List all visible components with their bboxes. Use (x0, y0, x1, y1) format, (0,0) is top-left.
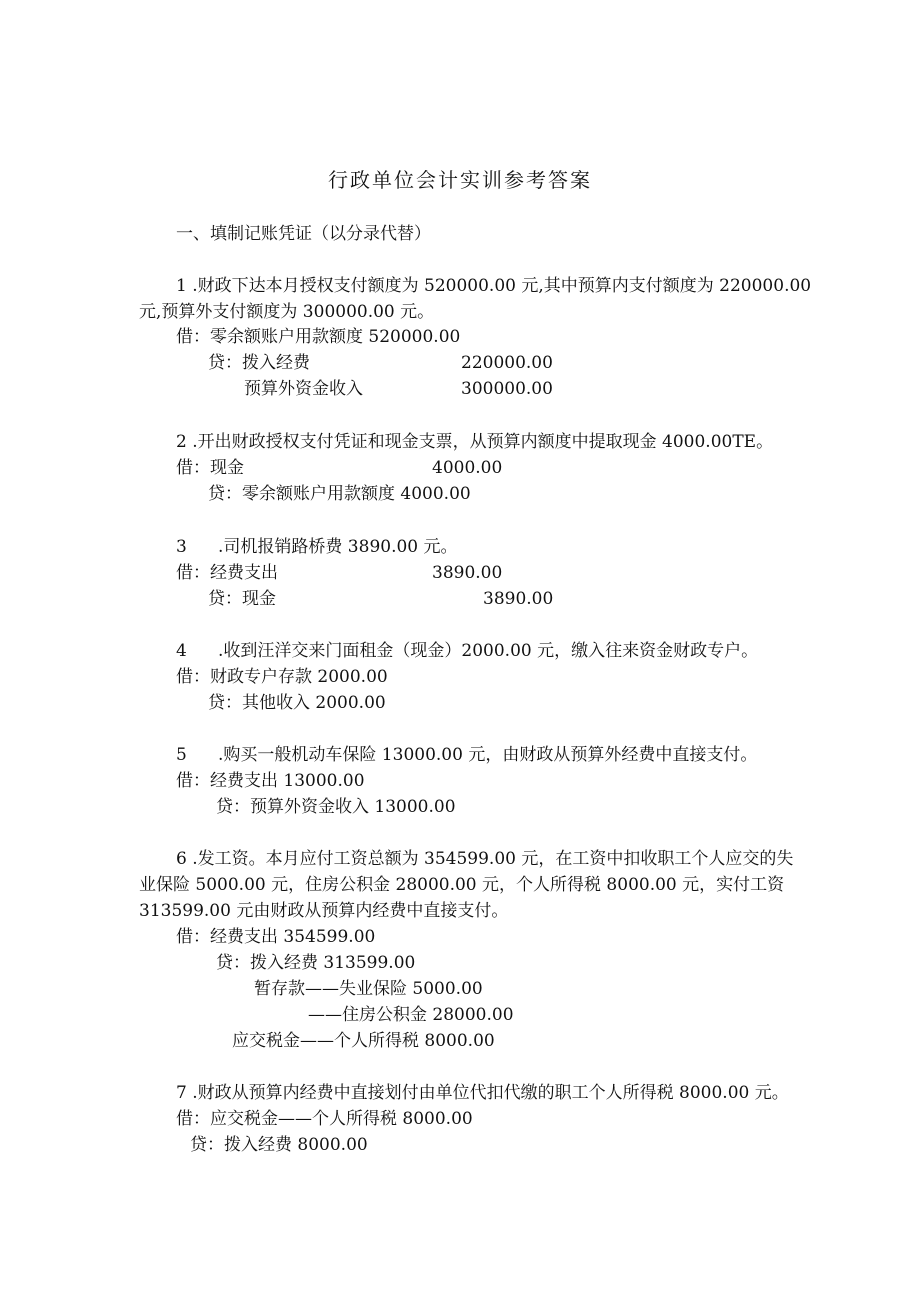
entry-3-credit-amount: 3890.00 (483, 589, 554, 609)
entry-1-credit-amount-1: 220000.00 (461, 353, 553, 373)
entry-3-debit-label: 借：经费支出 (176, 563, 278, 583)
entry-5-desc: .购买一般机动车保险 13000.00 元，由财政从预算外经费中直接支付。 (218, 745, 758, 765)
entry-7-desc: 7 .财政从预算内经费中直接划付由单位代扣代缴的职工个人所得税 8000.00 元。 (176, 1083, 789, 1103)
entry-6-credit-3: ——住房公积金 28000.00 (308, 1005, 514, 1025)
entry-2-debit-label: 借：现金 (176, 458, 244, 478)
entry-5-number: 5 (176, 745, 187, 765)
entry-4-number: 4 (176, 641, 187, 661)
entry-4-credit: 贷：其他收入 2000.00 (208, 693, 386, 713)
entry-5-credit: 贷：预算外资金收入 13000.00 (216, 797, 456, 817)
entry-4-desc: .收到汪洋交来门面租金（现金）2000.00 元，缴入往来资金财政专户。 (218, 641, 759, 661)
entry-1-credit-amount-2: 300000.00 (461, 379, 553, 399)
entry-1-debit: 借：零余额账户用款额度 520000.00 (176, 327, 461, 347)
entry-6-debit: 借：经费支出 354599.00 (176, 927, 376, 947)
entry-2-debit-amount: 4000.00 (432, 458, 503, 478)
entry-1-credit-label-2: 预算外资金收入 (244, 379, 363, 399)
entry-1-desc-line-1: 1 .财政下达本月授权支付额度为 520000.00 元,其中预算内支付额度为 220000.00 (176, 276, 812, 296)
entry-7-credit: 贷：拨入经费 8000.00 (190, 1135, 368, 1155)
entry-2-desc: 2 .开出财政授权支付凭证和现金支票，从预算内额度中提取现金 4000.00TE。 (176, 432, 774, 452)
entry-3-desc: .司机报销路桥费 3890.00 元。 (218, 537, 458, 557)
section-heading: 一、填制记账凭证（以分录代替） (176, 224, 431, 244)
entry-1-desc-line-2: 元,预算外支付额度为 300000.00 元。 (139, 302, 435, 322)
entry-7-debit: 借：应交税金——个人所得税 8000.00 (176, 1109, 473, 1129)
entry-4-debit: 借：财政专户存款 2000.00 (176, 667, 388, 687)
entry-1-credit-label-1: 贷：拨入经费 (208, 353, 310, 373)
entry-6-desc-line-1: 6 .发工资。本月应付工资总额为 354599.00 元，在工资中扣收职工个人应交的失 (176, 849, 794, 869)
entry-3-number: 3 (176, 537, 187, 557)
entry-2-credit: 贷：零余额账户用款额度 4000.00 (208, 484, 471, 504)
entry-3-credit-label: 贷：现金 (208, 589, 276, 609)
entry-6-credit-2: 暂存款——失业保险 5000.00 (254, 979, 483, 999)
entry-6-desc-line-3: 313599.00 元由财政从预算内经费中直接支付。 (139, 901, 509, 921)
entry-5-debit: 借：经费支出 13000.00 (176, 771, 365, 791)
entry-3-debit-amount: 3890.00 (432, 563, 503, 583)
entry-6-credit-4: 应交税金——个人所得税 8000.00 (232, 1031, 495, 1051)
entry-6-desc-line-2: 业保险 5000.00 元，住房公积金 28000.00 元，个人所得税 8000.00 元，实付工资 (139, 875, 785, 895)
entry-6-credit-1: 贷：拨入经费 313599.00 (216, 953, 416, 973)
page-title: 行政单位会计实训参考答案 (328, 168, 592, 192)
